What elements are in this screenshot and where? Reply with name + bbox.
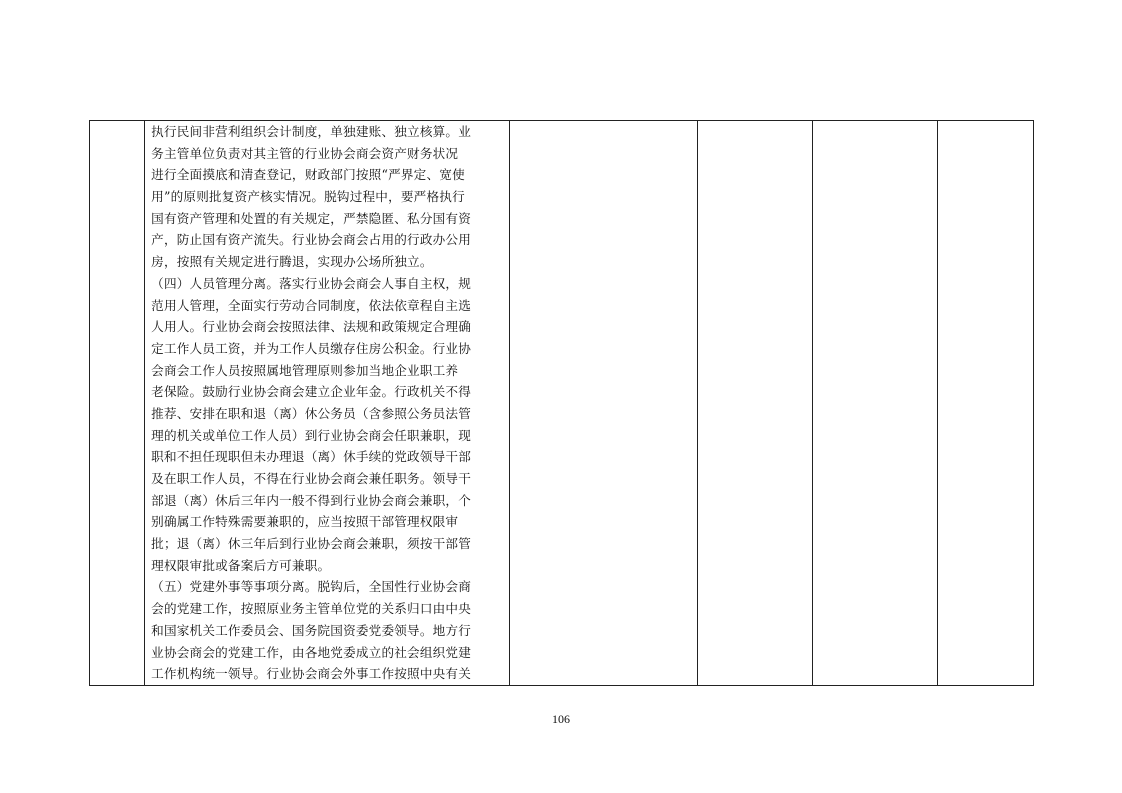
text-line: （五）党建外事等事项分离。脱钩后，全国性行业协会商 xyxy=(151,579,472,595)
text-line: 务主管单位负责对其主管的行业协会商会资产财务状况 xyxy=(151,145,459,161)
empty-cell xyxy=(510,121,698,686)
index-cell xyxy=(90,121,145,686)
text-line: 部退（离）休后三年内一般不得到行业协会商会兼职，个 xyxy=(151,492,472,508)
text-line: 会商会工作人员按照属地管理原则参加当地企业职工养 xyxy=(151,362,459,378)
text-line: 执行民间非营利组织会计制度，单独建账、独立核算。业 xyxy=(151,124,472,139)
text-line: 会的党建工作，按照原业务主管单位党的关系归口由中央 xyxy=(151,601,472,617)
text-line: 理权限审批或备案后方可兼职。 xyxy=(151,557,331,573)
table-row xyxy=(90,121,1034,686)
text-line: 批；退（离）休三年后到行业协会商会兼职，须按干部管 xyxy=(151,536,472,552)
empty-cell xyxy=(813,121,937,686)
text-line: 理的机关或单位工作人员）到行业协会商会任职兼职，现 xyxy=(151,427,472,443)
page-number: 106 xyxy=(552,712,570,726)
text-line: 房，按照有关规定进行腾退，实现办公场所独立。 xyxy=(151,254,433,270)
text-line: 范用人管理，全面实行劳动合同制度，依法依章程自主选 xyxy=(151,297,472,313)
text-line: 及在职工作人员，不得在行业协会商会兼任职务。领导干 xyxy=(151,471,472,486)
text-line: 职和不担任现职但未办理退（离）休手续的党政领导干部 xyxy=(151,449,472,465)
content-table xyxy=(89,120,1034,686)
text-line: 推荐、安排在职和退（离）休公务员（含参照公务员法管 xyxy=(151,405,472,421)
empty-cell xyxy=(697,121,812,686)
text-line: 产，防止国有资产流失。行业协会商会占用的行政办公用 xyxy=(151,232,472,248)
text-line: 定工作人员工资，并为工作人员缴存住房公积金。行业协 xyxy=(151,340,472,356)
text-line: 人用人。行业协会商会按照法律、法规和政策规定合理确 xyxy=(151,319,472,335)
text-line: 用”的原则批复资产核实情况。脱钩过程中，要严格执行 xyxy=(151,189,465,205)
text-line: 老保险。鼓励行业协会商会建立企业年金。行政机关不得 xyxy=(151,384,472,400)
text-line: 国有资产管理和处置的有关规定，严禁隐匿、私分国有资 xyxy=(151,210,472,226)
text-line: 工作机构统一领导。行业协会商会外事工作按照中央有关 xyxy=(151,666,472,682)
empty-cell xyxy=(937,121,1033,686)
text-line: 和国家机关工作委员会、国务院国资委党委领导。地方行 xyxy=(151,622,472,638)
text-line: （四）人员管理分离。落实行业协会商会人事自主权，规 xyxy=(151,275,472,291)
text-line: 别确属工作特殊需要兼职的，应当按照干部管理权限审 xyxy=(151,514,459,530)
text-line: 业协会商会的党建工作，由各地党委成立的社会组织党建 xyxy=(151,644,472,660)
text-line: 进行全面摸底和清查登记，财政部门按照“严界定、宽使 xyxy=(151,167,465,183)
content-cell xyxy=(145,121,510,686)
